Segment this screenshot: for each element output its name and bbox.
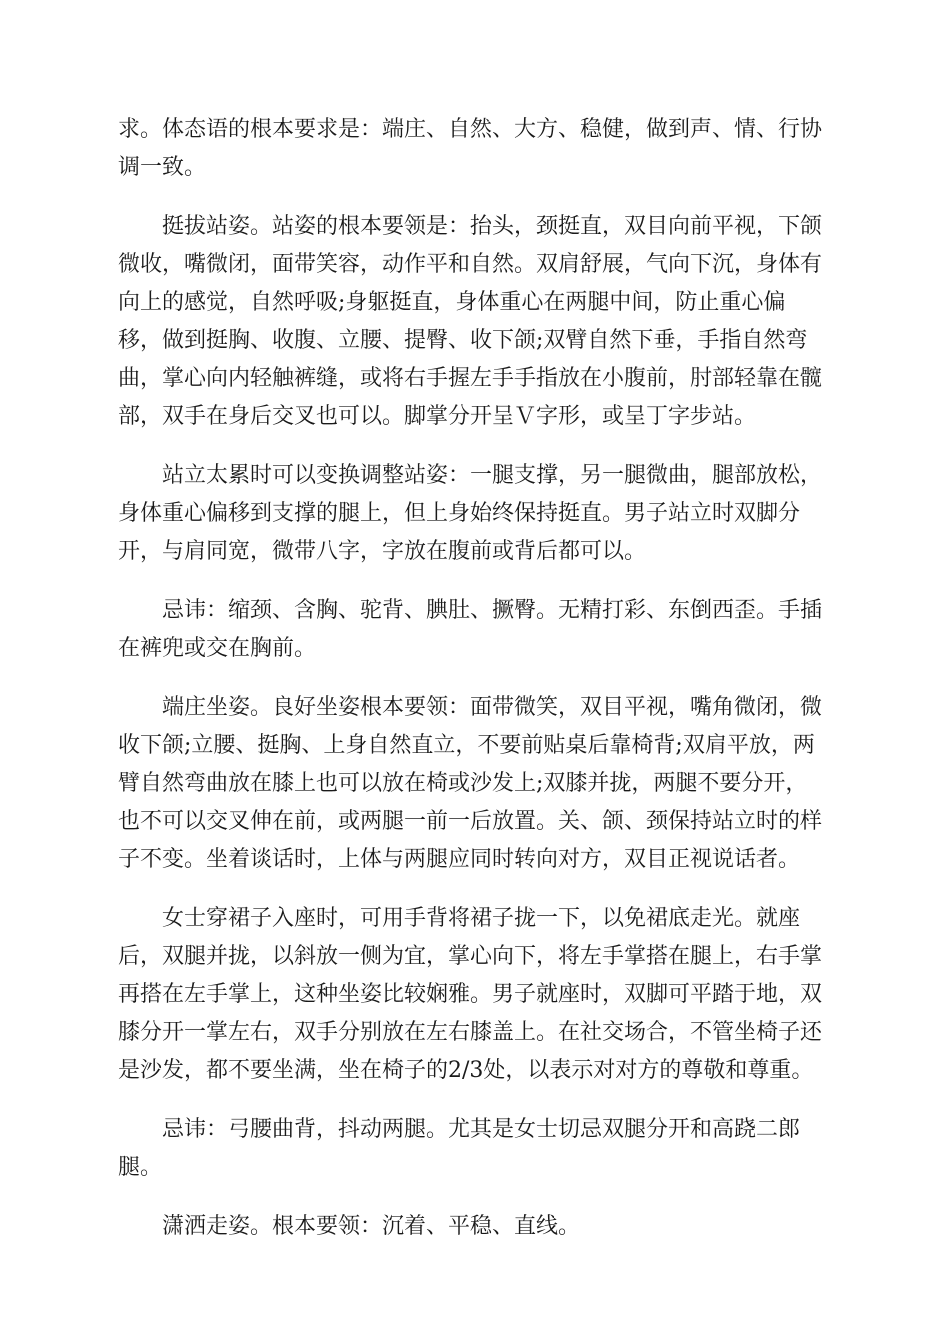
text-line: 子不变。坐着谈话时，上体与两腿应同时转向对方，双目正视说话者。 <box>118 847 801 872</box>
text-line: 腿。 <box>118 1155 163 1180</box>
text-line: 膝分开一掌左右，双手分别放在左右膝盖上。在社交场合，不管坐椅子还 <box>118 1020 823 1045</box>
text-line: 调一致。 <box>118 155 207 180</box>
text-line: 开，与肩同宽，微带八字，字放在腹前或背后都可以。 <box>118 539 647 564</box>
paragraph-sitting-taboo <box>118 1111 832 1187</box>
text-line: 也不可以交叉伸在前，或两腿一前一后放置。关、颌、颈保持站立时的样 <box>118 809 823 834</box>
text-line: 潇洒走姿。根本要领：沉着、平稳、直线。 <box>162 1214 581 1239</box>
text-line: 臂自然弯曲放在膝上也可以放在椅或沙发上;双膝并拢，两腿不要分开， <box>118 771 808 796</box>
text-line: 移，做到挺胸、收腹、立腰、提臀、收下颌;双臂自然下垂，手指自然弯 <box>118 328 808 353</box>
paragraph-sitting-women <box>118 900 832 1090</box>
paragraph-standing-adjust <box>118 457 832 571</box>
text-line: 再搭在左手掌上，这种坐姿比较娴雅。男子就座时，双脚可平踏于地，双 <box>118 982 823 1007</box>
text-line: 站立太累时可以变换调整站姿：一腿支撑，另一腿微曲，腿部放松， <box>162 463 823 488</box>
text-line: 忌讳：弓腰曲背，抖动两腿。尤其是女士切忌双腿分开和高跷二郎 <box>162 1117 801 1142</box>
text-line: 身体重心偏移到支撑的腿上，但上身始终保持挺直。男子站立时双脚分 <box>118 501 801 526</box>
text-line: 忌讳：缩颈、含胸、驼背、腆肚、撅臀。无精打彩、东倒西歪。手插 <box>162 598 823 623</box>
paragraph-standing-taboo <box>118 592 832 668</box>
text-line: 向上的感觉，自然呼吸;身躯挺直，身体重心在两腿中间，防止重心偏 <box>118 290 786 315</box>
text-line: 女士穿裙子入座时，可用手背将裙子拢一下，以免裙底走光。就座 <box>162 906 801 931</box>
paragraph-walking-posture <box>118 1208 832 1246</box>
text-line: 求。体态语的根本要求是：端庄、自然、大方、稳健，做到声、情、行协 <box>118 117 823 142</box>
text-line: 在裤兜或交在胸前。 <box>118 636 317 661</box>
text-line: 曲，掌心向内轻触裤缝，或将右手握左手手指放在小腹前，肘部轻靠在髋 <box>118 366 823 391</box>
text-line: 是沙发，都不要坐满，坐在椅子的2/3处，以表示对对方的尊敬和尊重。 <box>118 1058 814 1083</box>
paragraph-standing-posture <box>118 208 832 436</box>
paragraph-1 <box>118 111 832 187</box>
text-line: 部，双手在身后交叉也可以。脚掌分开呈Ｖ字形，或呈丁字步站。 <box>118 404 757 429</box>
text-line: 挺拔站姿。站姿的根本要领是：抬头，颈挺直，双目向前平视，下颌 <box>162 214 823 239</box>
paragraph-sitting-posture <box>118 689 832 879</box>
text-line: 后，双腿并拢，以斜放一侧为宜，掌心向下，将左手掌搭在腿上，右手掌 <box>118 944 823 969</box>
text-line: 收下颌;立腰、挺胸、上身自然直立，不要前贴桌后靠椅背;双肩平放，两 <box>118 733 815 758</box>
text-line: 端庄坐姿。良好坐姿根本要领：面带微笑，双目平视，嘴角微闭，微 <box>162 695 823 720</box>
text-line: 微收，嘴微闭，面带笑容，动作平和自然。双肩舒展，气向下沉，身体有 <box>118 252 823 277</box>
